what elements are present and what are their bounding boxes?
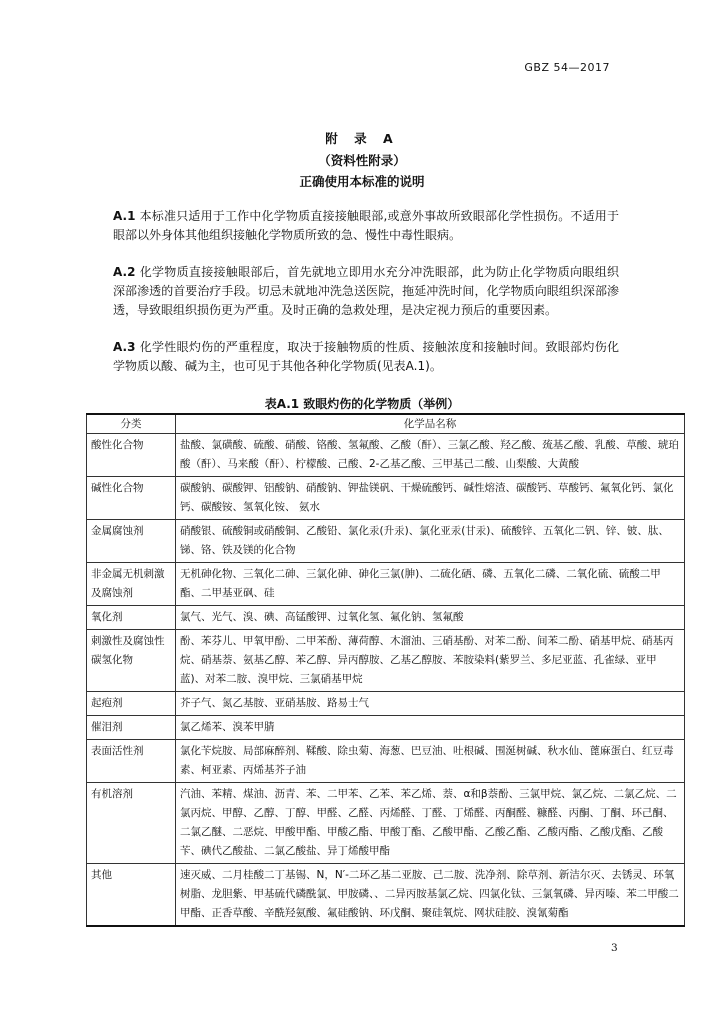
table-row (87, 606, 685, 630)
table-row (87, 434, 685, 477)
category-cell: 刺激性及腐蚀性碳氢化物 (87, 630, 176, 692)
category-cell: 非金属无机刺激及腐蚀剂 (87, 563, 176, 606)
appendix-heading: 正确使用本标准的说明 (299, 174, 425, 189)
table-row (87, 783, 685, 864)
clause-number: A.1 (113, 209, 136, 223)
category-cell: 酸性化合物 (87, 434, 176, 477)
category-cell: 有机溶剂 (87, 783, 176, 864)
table-row (87, 630, 685, 692)
category-cell: 起疱剂 (87, 692, 176, 716)
category-cell: 表面活性剂 (87, 740, 176, 783)
page-number: 3 (611, 942, 618, 954)
names-cell: 速灭威、二月桂酸二丁基锡、N，N′-二环乙基二亚胺、己二胺、洗净剂、除草剂、新洁尔灭、去锈灵、环氧树脂、龙胆紫、甲基硫代磷酰氯、甲胺磷、、二异丙胺基氯乙烷、四氯化钛、三氯氧磷、异丙嗪、苯二甲酸二甲酯、正香草酸、辛酰羟氨酸、氟硅酸钠、环戊酮、聚硅氧烷、网状硅胶、溴氰菊酯 (176, 864, 685, 927)
names-cell: 无机砷化物、三氧化二砷、三氯化砷、砷化三氯(胂)、二硫化硒、磷、五氧化二磷、二氧化硫、硫酸二甲酯、二甲基亚砜、硅 (176, 563, 685, 606)
table-header-row (87, 414, 685, 434)
names-cell: 氯乙烯苯、溴苯甲腈 (176, 716, 685, 740)
column-header-names: 化学品名称 (176, 414, 685, 434)
column-header-category: 分类 (87, 414, 176, 434)
table-row (87, 520, 685, 563)
clause-number: A.2 (113, 265, 136, 279)
category-cell: 氧化剂 (87, 606, 176, 630)
table-row (87, 563, 685, 606)
category-cell: 碱性化合物 (87, 477, 176, 520)
table-row (87, 477, 685, 520)
category-cell: 催泪剂 (87, 716, 176, 740)
table-title: 表A.1 致眼灼伤的化学物质（举例） (264, 397, 460, 411)
table-row (87, 716, 685, 740)
names-cell: 酚、苯芬儿、甲氧甲酚、二甲苯酚、薄荷醇、木溜油、三硝基酚、对苯二酚、间苯二酚、硝基甲烷、硝基丙烷、硝基萘、氨基乙醇、苯乙醇、异丙醇胺、乙基乙醇胺、苯胺染料(紫罗兰、多尼亚蓝、孔雀绿、亚甲蓝)、对苯二胺、溴甲烷、三氯硝基甲烷 (176, 630, 685, 692)
category-cell: 其他 (87, 864, 176, 927)
clause-a1 (113, 207, 619, 245)
header-document-code: GBZ 54—2017 (524, 61, 610, 74)
clause-a2 (113, 263, 619, 320)
clause-number: A.3 (113, 340, 136, 354)
clause-text: 本标准只适用于工作中化学物质直接接触眼部,或意外事故所致眼部化学性损伤。不适用于眼部以外身体其他组织接触化学物质所致的急、慢性中毒性眼病。 (113, 209, 619, 242)
table-row (87, 864, 685, 927)
appendix-title: 附 录 A (325, 131, 399, 146)
clause-a3 (113, 338, 619, 376)
category-cell: 金属腐蚀剂 (87, 520, 176, 563)
appendix-type: （资料性附录） (318, 153, 406, 168)
table-row (87, 740, 685, 783)
names-cell: 硝酸银、硫酸铜或硝酸铜、乙酸铅、氯化汞(升汞)、氯化亚汞(甘汞)、硫酸锌、五氧化二钒、锌、铍、肽、锑、铬、铁及镁的化合物 (176, 520, 685, 563)
names-cell: 氯化苄烷胺、局部麻醉剂、鞣酸、除虫菊、海葱、巴豆油、吐根碱、围涎树碱、秋水仙、蓖麻蛋白、红豆毒素、柯亚素、丙烯基芥子油 (176, 740, 685, 783)
clause-text: 化学物质直接接触眼部后，首先就地立即用水充分冲洗眼部，此为防止化学物质向眼组织深部渗透的首要治疗手段。切忌未就地冲洗急送医院，拖延冲洗时间，化学物质向眼组织深部渗透，导致眼组织损伤更为严重。及时正确的急救处理，是决定视力预后的重要因素。 (113, 265, 619, 317)
clause-text: 化学性眼灼伤的严重程度，取决于接触物质的性质、接触浓度和接触时间。致眼部灼伤化学物质以酸、碱为主，也可见于其他各种化学物质(见表A.1)。 (113, 340, 619, 373)
table-row (87, 692, 685, 716)
chemical-table (86, 413, 685, 927)
names-cell: 汽油、苯精、煤油、沥青、苯、二甲苯、乙苯、苯乙烯、萘、α和β萘酚、三氯甲烷、氯乙烷、二氯乙烷、二氯丙烷、甲醇、乙醇、丁醇、甲醛、乙醛、丙烯醛、丁醛、丁烯醛、丙酮醛、糠醛、丙酮、丁酮、环己酮、二氯乙醚、二恶烷、甲酸甲酯、甲酸乙酯、甲酸丁酯、乙酸甲酯、乙酸乙酯、乙酸丙酯、乙酸戊酯、乙酸苄、碘代乙酸盐、二氯乙酸盐、异丁烯酸甲酯 (176, 783, 685, 864)
names-cell: 芥子气、氮乙基胺、亚硝基胺、路易士气 (176, 692, 685, 716)
names-cell: 盐酸、氯磺酸、硫酸、硝酸、铬酸、氢氟酸、乙酸（酐）、三氯乙酸、羟乙酸、巯基乙酸、乳酸、草酸、琥珀酸（酐）、马来酸（酐）、柠檬酸、己酸、2-乙基乙酸、三甲基己二酸、山梨酸、大黄酸 (176, 434, 685, 477)
names-cell: 氯气、光气、溴、碘、高锰酸钾、过氧化氢、氟化钠、氢氟酸 (176, 606, 685, 630)
names-cell: 碳酸钠、碳酸钾、铝酸钠、硝酸钠、钾盐镁矾、干燥硫酸钙、碱性熔渣、碳酸钙、草酸钙、氟氧化钙、氯化钙、碳酸铵、氢氧化铵、 氨水 (176, 477, 685, 520)
